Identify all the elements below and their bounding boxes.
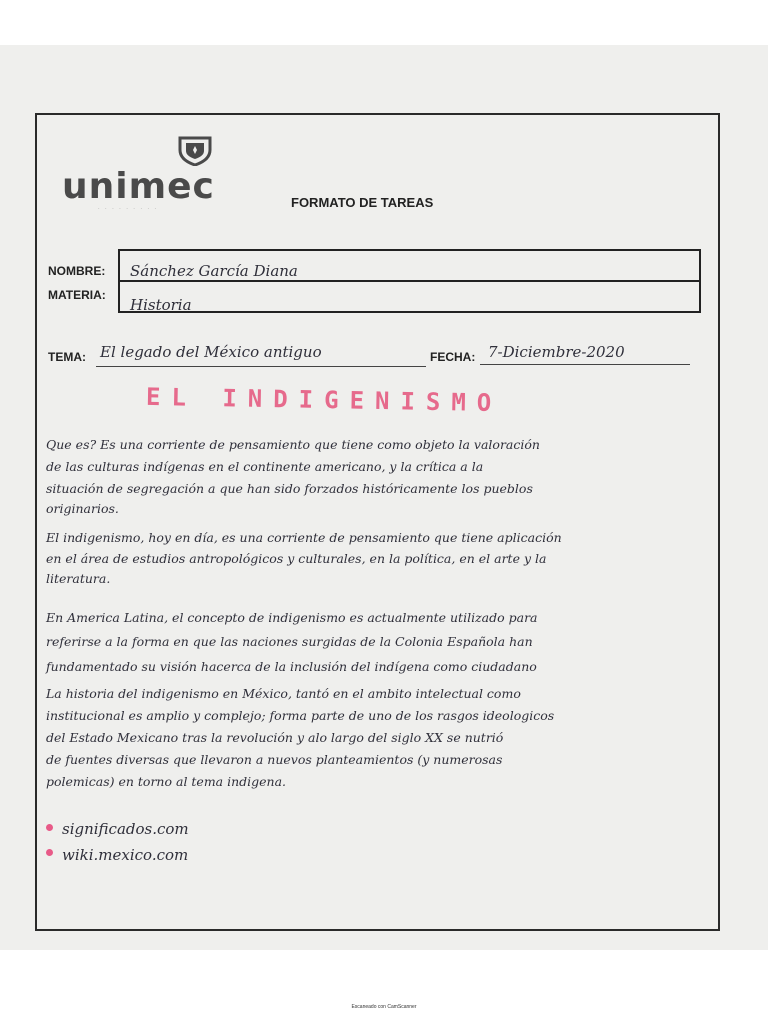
body-line: El indigenismo, hoy en día, es una corriente de pensamiento que tiene aplicación: [46, 530, 562, 545]
reference-link: wiki.mexico.com: [62, 846, 189, 864]
body-line: institucional es amplio y complejo; forma parte de uno de los rasgos ideologicos: [46, 708, 555, 723]
tema-label: TEMA:: [48, 350, 86, 364]
body-line: de las culturas indígenas en el continente americano, y la crítica a la: [46, 459, 484, 474]
body-line: En America Latina, el concepto de indigenismo es actualmente utilizado para: [46, 610, 538, 625]
body-line: referirse a la forma en que las naciones surgidas de la Colonia Española han: [46, 634, 533, 649]
tema-value: El legado del México antiguo: [100, 343, 322, 361]
reference-link: significados.com: [62, 820, 189, 838]
materia-value: Historia: [130, 296, 192, 314]
body-line: fundamentado su visión hacerca de la inclusión del indígena como ciudadano: [46, 659, 537, 674]
body-line: en el área de estudios antropológicos y culturales, en la política, en el arte y la: [46, 551, 547, 566]
body-line: Que es? Es una corriente de pensamiento que tiene como objeto la valoración: [46, 437, 540, 452]
tema-underline: [96, 366, 426, 367]
fecha-value: 7-Diciembre-2020: [488, 343, 625, 361]
materia-box: [118, 280, 701, 313]
fecha-underline: [480, 364, 690, 365]
form-title: FORMATO DE TAREAS: [291, 195, 434, 210]
fecha-label: FECHA:: [430, 350, 476, 364]
unimec-shield-icon: [178, 136, 212, 166]
logo-tagline-decor: · · · · · · · · ·: [98, 206, 159, 212]
body-line: de fuentes diversas que llevaron a nuevos planteamientos (y numerosas: [46, 752, 503, 767]
body-line: situación de segregación a que han sido forzados históricamente los pueblos: [46, 481, 533, 496]
materia-label: MATERIA:: [48, 288, 106, 302]
pink-bullet-icon: [46, 824, 53, 831]
pink-bullet-icon: [46, 849, 53, 856]
nombre-label: NOMBRE:: [48, 264, 106, 278]
essay-heading: EL INDIGENISMO: [145, 382, 503, 418]
body-line: originarios.: [46, 501, 119, 516]
form-frame: [35, 113, 720, 931]
body-line: polemicas) en torno al tema indigena.: [46, 774, 287, 789]
unimec-logo: unimec: [62, 166, 215, 207]
body-line: del Estado Mexicano tras la revolución y alo largo del siglo XX se nutrió: [46, 730, 504, 745]
scanner-footer: Escaneado con CamScanner: [351, 1004, 417, 1010]
body-line: literatura.: [46, 571, 111, 586]
body-line: La historia del indigenismo en México, tantó en el ambito intelectual como: [46, 686, 521, 701]
nombre-value: Sánchez García Diana: [130, 262, 298, 280]
